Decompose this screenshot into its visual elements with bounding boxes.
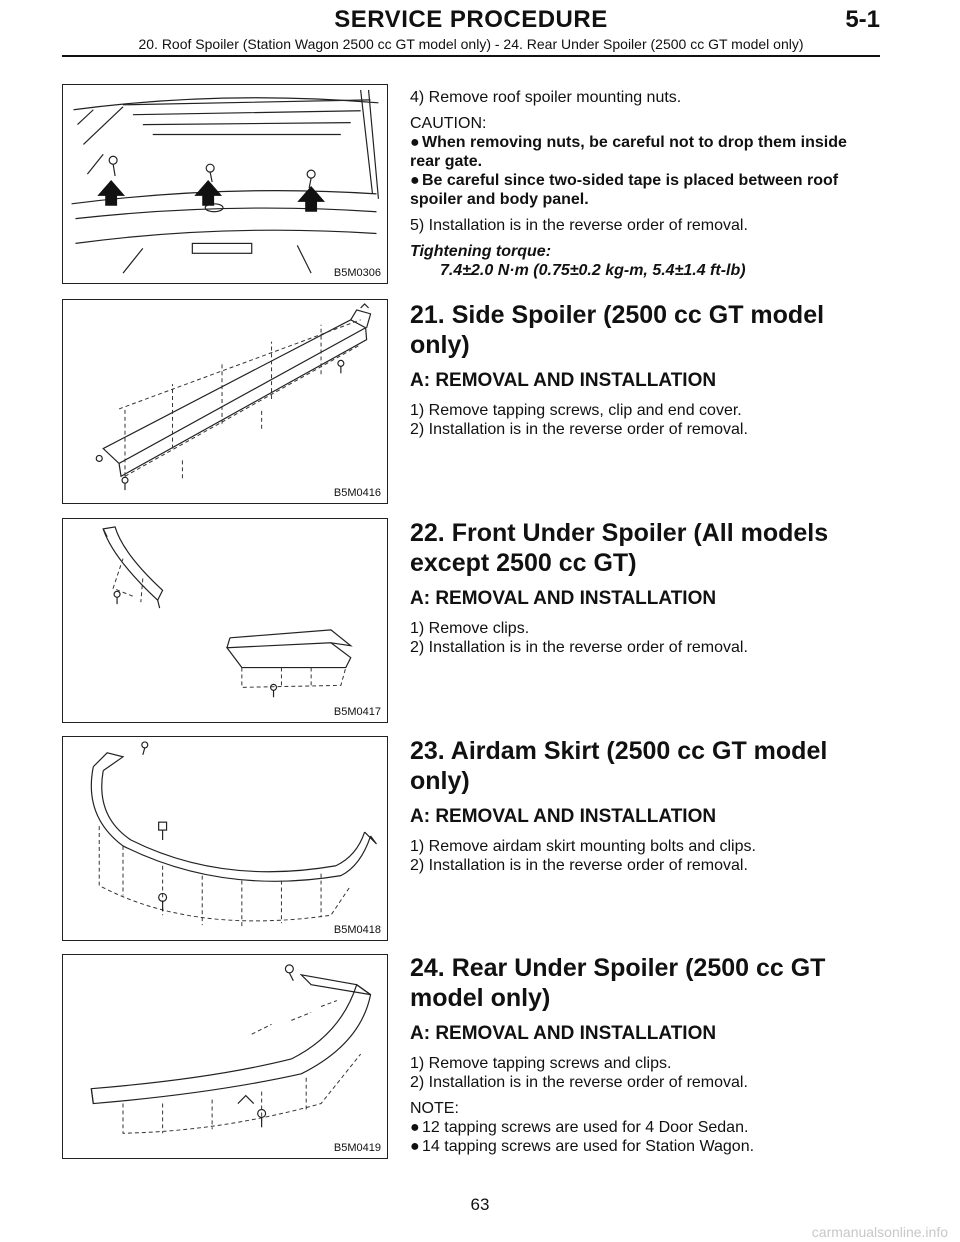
section-airdam-skirt <box>410 736 880 882</box>
step-1: 1) Remove tapping screws and clips. <box>410 1055 672 1072</box>
section-subtitle: A: REMOVAL AND INSTALLATION <box>410 588 717 609</box>
step-1: 1) Remove airdam skirt mounting bolts and clips. <box>410 838 756 855</box>
figure-rear-under-spoiler <box>62 954 388 1159</box>
watermark: carmanualsonline.info <box>811 1224 948 1240</box>
figure-side-spoiler <box>62 299 388 504</box>
caution-2: Be careful since two-sided tape is placed between roof spoiler and body panel. <box>410 172 839 208</box>
page-subtitle: 20. Roof Spoiler (Station Wagon 2500 cc GT model only) - 24. Rear Under Spoiler (2500 cc GT model only) <box>138 36 804 52</box>
torque-label: Tightening torque: <box>410 243 552 260</box>
bullet-icon: ● <box>410 1138 420 1155</box>
figure-id: B5M0416 <box>333 487 381 499</box>
caution-1: When removing nuts, be careful not to drop them inside rear gate. <box>410 134 847 170</box>
step-2: 2) Installation is in the reverse order of removal. <box>410 857 748 874</box>
section-subtitle: A: REMOVAL AND INSTALLATION <box>410 370 717 391</box>
step-5: 5) Installation is in the reverse order of removal. <box>410 217 748 234</box>
section-title: 23. Airdam Skirt (2500 cc GT model only) <box>410 737 828 795</box>
figure-id: B5M0418 <box>333 924 381 936</box>
note-item <box>410 1137 880 1156</box>
front-under-spoiler-illustration <box>63 519 387 722</box>
section-front-under-spoiler <box>410 518 880 664</box>
figure-front-under-spoiler <box>62 518 388 723</box>
note-1: 12 tapping screws are used for 4 Door Sedan. <box>422 1119 749 1136</box>
note-item <box>410 1118 880 1137</box>
side-spoiler-illustration <box>63 300 387 503</box>
section-title: 24. Rear Under Spoiler (2500 cc GT model only) <box>410 954 826 1012</box>
caution-item <box>410 133 880 171</box>
section-number: 5-1 <box>845 6 880 33</box>
rear-under-spoiler-illustration <box>63 955 387 1158</box>
caution-label: CAUTION: <box>410 115 487 132</box>
bullet-icon: ● <box>410 1119 420 1136</box>
torque-value: 7.4±2.0 N·m (0.75±0.2 kg-m, 5.4±1.4 ft-lb) <box>440 262 746 279</box>
figure-id: B5M0306 <box>333 267 381 279</box>
section-title: 21. Side Spoiler (2500 cc GT model only) <box>410 301 825 359</box>
bullet-icon: ● <box>410 172 420 189</box>
section-rear-under-spoiler <box>410 953 880 1163</box>
page-title: SERVICE PROCEDURE <box>334 6 608 33</box>
bullet-icon: ● <box>410 134 420 151</box>
figure-id: B5M0417 <box>333 706 381 718</box>
page-number: 63 <box>470 1195 490 1214</box>
section-subtitle: A: REMOVAL AND INSTALLATION <box>410 1023 717 1044</box>
note-2: 14 tapping screws are used for Station Wagon. <box>422 1138 755 1155</box>
header-rule <box>62 55 880 57</box>
step-2: 2) Installation is in the reverse order of removal. <box>410 1074 748 1091</box>
section-subtitle: A: REMOVAL AND INSTALLATION <box>410 806 717 827</box>
note-label: NOTE: <box>410 1100 459 1117</box>
roof-spoiler-text <box>410 88 880 287</box>
figure-roof-spoiler <box>62 84 388 284</box>
step-2: 2) Installation is in the reverse order of removal. <box>410 639 748 656</box>
section-title: 22. Front Under Spoiler (All models except 2500 cc GT) <box>410 519 829 577</box>
step-1: 1) Remove tapping screws, clip and end cover. <box>410 402 742 419</box>
roof-spoiler-illustration <box>63 85 387 283</box>
step-1: 1) Remove clips. <box>410 620 530 637</box>
caution-item <box>410 171 880 209</box>
section-side-spoiler <box>410 300 880 446</box>
step-4: 4) Remove roof spoiler mounting nuts. <box>410 89 682 106</box>
step-2: 2) Installation is in the reverse order of removal. <box>410 421 748 438</box>
figure-airdam-skirt <box>62 736 388 941</box>
figure-id: B5M0419 <box>333 1142 381 1154</box>
page-header <box>62 6 880 52</box>
airdam-skirt-illustration <box>63 737 387 940</box>
